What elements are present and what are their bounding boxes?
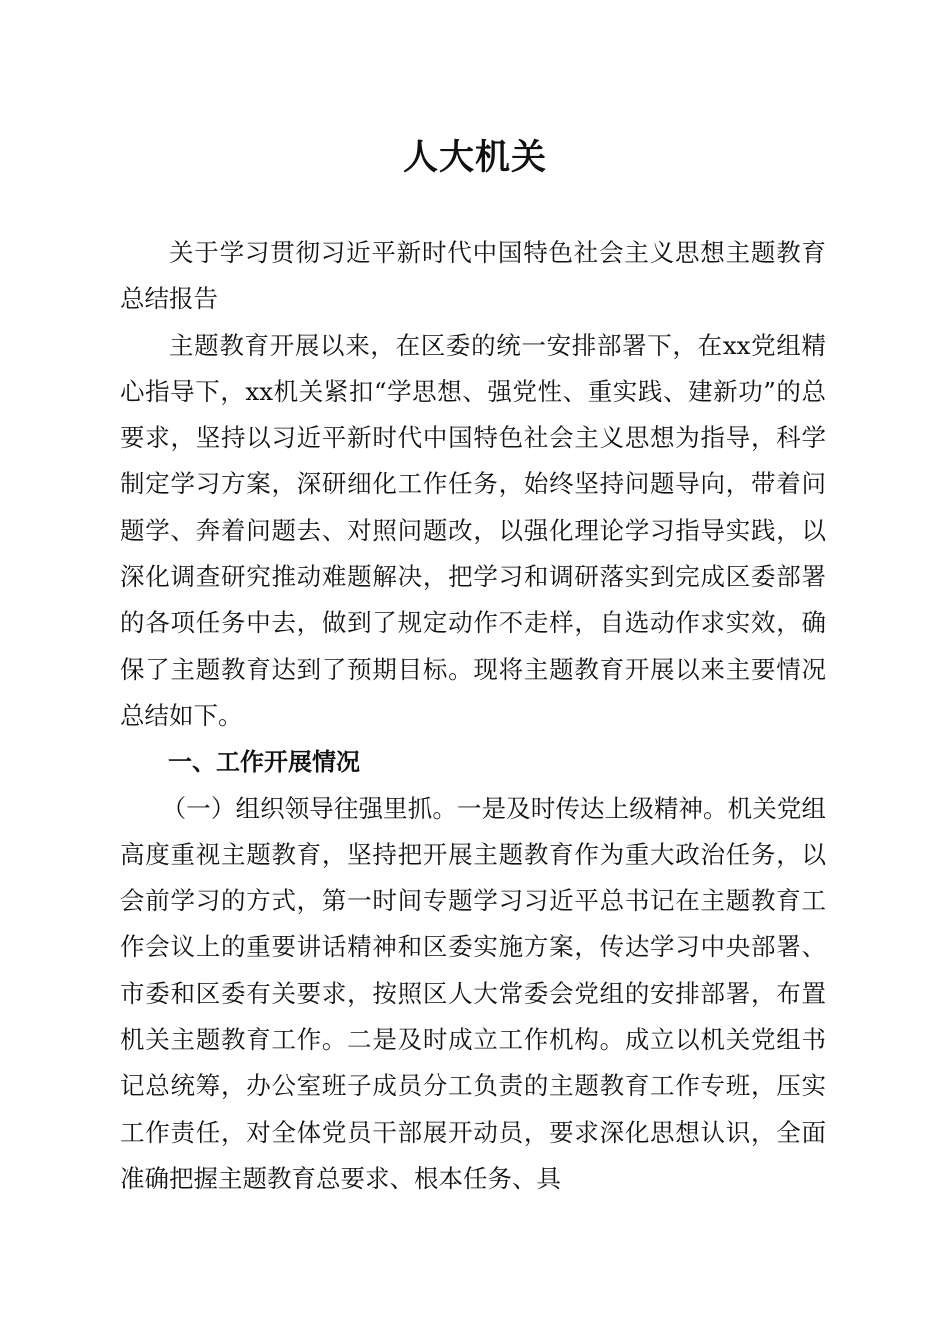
document-title: 人大机关 [402, 137, 547, 178]
document-body [120, 230, 826, 1202]
report-subject-paragraph: 关于学习贯彻习近平新时代中国特色社会主义思想主题教育总结报告 [120, 238, 826, 314]
intro-paragraph: 主题教育开展以来，在区委的统一安排部署下，在xx党组精心指导下，xx机关紧扣“学思想、强党性、重实践、建新功”的总要求，坚持以习近平新时代中国特色社会主义思想为指导，科学制定学习方案，深研细化工作任务，始终坚持问题导向，带着问题学、奔着问题去、对照问题改，以强化理论学习指导实践，以深化调查研究推动难题解决，把学习和调研落实到完成区委部署的各项任务中去，做到了规定动作不走样，自选动作求实效，确保了主题教育达到了预期目标。现将主题教育开展以来主要情况总结如下。 [120, 330, 826, 730]
section-heading: 一、工作开展情况 [168, 748, 360, 777]
section-1-paragraph: （一）组织领导往强里抓。一是及时传达上级精神。机关党组高度重视主题教育，坚持把开展主题教育作为重大政治任务，以会前学习的方式，第一时间专题学习习近平总书记在主题教育工作会议上的重要讲话精神和区委实施方案，传达学习中央部署、市委和区委有关要求，按照区人大常委会党组的安排部署，布置机关主题教育工作。二是及时成立工作机构。成立以机关党组书记总统筹，办公室班子成员分工负责的主题教育工作专班，压实工作责任，对全体党员干部展开动员，要求深化思想认识，全面准确把握主题教育总要求、根本任务、具 [120, 793, 826, 1193]
